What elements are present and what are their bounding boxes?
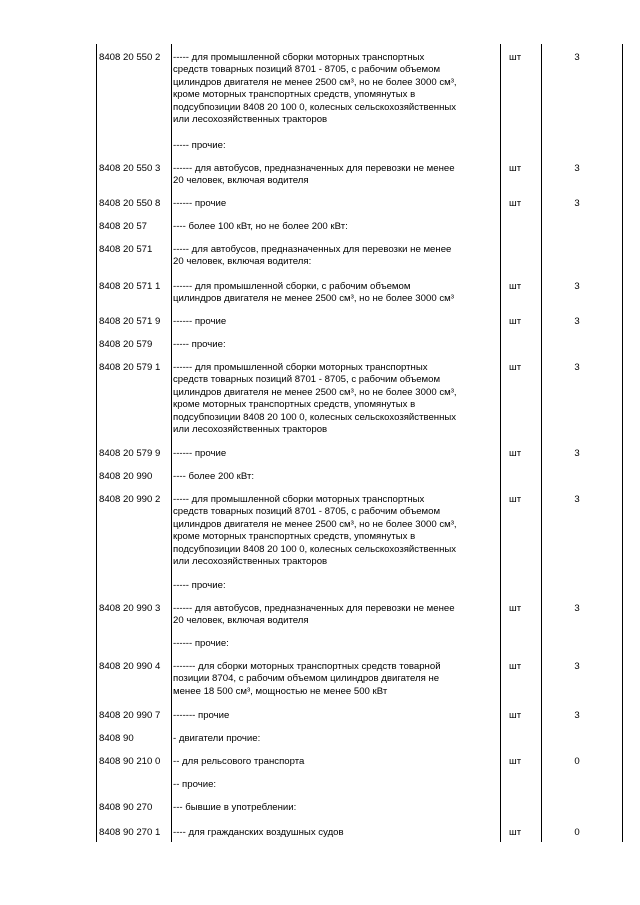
goods-description	[173, 827, 497, 839]
description-line: ---- для гражданских воздушных судов	[173, 827, 344, 838]
description-line: средств товарных позиций 8701 - 8705, с рабочим объемом	[173, 374, 441, 386]
duty-rate: 0	[574, 756, 580, 767]
goods-description	[173, 494, 497, 568]
description-line: ---- более 100 кВт, но не более 200 кВт:	[173, 221, 348, 232]
description-line: подсубпозиции 8408 20 100 0, колесных сельскохозяйственных	[173, 543, 457, 555]
duty-rate: 3	[574, 661, 580, 672]
description-line: или лесохозяйственных тракторов	[173, 424, 328, 436]
description-line: цилиндров двигателя не менее 2500 см³, но не более 3000 см³	[173, 293, 454, 305]
goods-description	[173, 316, 497, 328]
description-line: ------ прочие	[173, 198, 227, 209]
goods-description	[173, 471, 497, 483]
goods-description	[173, 756, 497, 768]
description-line: ------ для промышленной сборки, с рабочим объемом	[173, 281, 411, 292]
duty-rate: 0	[574, 827, 580, 838]
unit-of-measure: шт	[509, 198, 522, 209]
goods-description	[173, 580, 497, 592]
unit-of-measure: шт	[509, 494, 522, 505]
description-line: позиции 8704, с рабочим объемом цилиндров двигателя не	[173, 673, 440, 685]
duty-rate: 3	[574, 603, 580, 614]
description-line: ------ для автобусов, предназначенных для перевозки не менее	[173, 603, 455, 614]
description-line: кроме моторных транспортных средств, упомянутых в	[173, 89, 416, 101]
description-line: 20 человек, включая водителя	[173, 615, 309, 627]
goods-description	[173, 244, 497, 269]
description-line: ------ для автобусов, предназначенных для перевозки не менее	[173, 163, 455, 174]
duty-rate: 3	[574, 198, 580, 209]
description-line: кроме моторных транспортных средств, упомянутых в	[173, 399, 416, 411]
tariff-code: 8408 20 990 7	[99, 710, 161, 721]
goods-description	[173, 339, 497, 351]
goods-description	[173, 802, 497, 814]
unit-of-measure: шт	[509, 362, 522, 373]
tariff-code: 8408 20 990 3	[99, 603, 161, 614]
tariff-code: 8408 20 990	[99, 471, 153, 482]
duty-rate: 3	[574, 316, 580, 327]
goods-description	[173, 140, 497, 152]
description-line: 20 человек, включая водителя	[173, 175, 309, 187]
goods-description	[173, 198, 497, 210]
description-line: ----- для промышленной сборки моторных транспортных	[173, 494, 425, 505]
description-line: 20 человек, включая водителя:	[173, 256, 312, 268]
goods-description	[173, 362, 497, 436]
description-line: ------ прочие:	[173, 638, 229, 649]
description-line: ----- прочие:	[173, 580, 226, 591]
duty-rate: 3	[574, 448, 580, 459]
description-line: ----- прочие:	[173, 339, 226, 350]
tariff-code: 8408 20 571	[99, 244, 153, 255]
tariff-code: 8408 20 550 8	[99, 198, 161, 209]
goods-description	[173, 281, 497, 306]
table-border-right	[622, 44, 623, 842]
unit-of-measure: шт	[509, 448, 522, 459]
unit-of-measure: шт	[509, 756, 522, 767]
description-line: ------ прочие	[173, 448, 227, 459]
description-line: менее 18 500 см³, мощностью не менее 500 кВт	[173, 685, 388, 697]
unit-of-measure: шт	[509, 52, 522, 63]
description-line: или лесохозяйственных тракторов	[173, 556, 328, 568]
unit-of-measure: шт	[509, 710, 522, 721]
description-line: ------- для сборки моторных транспортных средств товарной	[173, 661, 441, 672]
goods-description	[173, 448, 497, 460]
tariff-code: 8408 20 550 3	[99, 163, 161, 174]
tariff-code: 8408 20 571 1	[99, 281, 161, 292]
column-divider-unit	[541, 44, 542, 842]
goods-description	[173, 52, 497, 126]
goods-description	[173, 603, 497, 628]
tariff-code: 8408 20 550 2	[99, 52, 161, 63]
goods-description	[173, 661, 497, 698]
description-line: средств товарных позиций 8701 - 8705, с рабочим объемом	[173, 64, 441, 76]
duty-rate: 3	[574, 494, 580, 505]
tariff-code: 8408 20 990 2	[99, 494, 161, 505]
duty-rate: 3	[574, 710, 580, 721]
unit-of-measure: шт	[509, 316, 522, 327]
unit-of-measure: шт	[509, 661, 522, 672]
description-line: цилиндров двигателя не менее 2500 см³, но не более 3000 см³,	[173, 76, 457, 88]
tariff-code: 8408 20 579	[99, 339, 153, 350]
tariff-code: 8408 20 579 9	[99, 448, 161, 459]
description-line: цилиндров двигателя не менее 2500 см³, но не более 3000 см³,	[173, 386, 457, 398]
column-divider-description	[500, 44, 501, 842]
duty-rate: 3	[574, 163, 580, 174]
tariff-code: 8408 20 571 9	[99, 316, 161, 327]
goods-description	[173, 221, 497, 233]
description-line: подсубпозиции 8408 20 100 0, колесных сельскохозяйственных	[173, 101, 457, 113]
description-line: цилиндров двигателя не менее 2500 см³, но не более 3000 см³,	[173, 518, 457, 530]
description-line: ------- прочие	[173, 710, 230, 721]
description-line: ------ для промышленной сборки моторных транспортных	[173, 362, 428, 373]
goods-description	[173, 163, 497, 188]
description-line: или лесохозяйственных тракторов	[173, 114, 328, 126]
description-line: - двигатели прочие:	[173, 733, 261, 744]
description-line: подсубпозиции 8408 20 100 0, колесных сельскохозяйственных	[173, 411, 457, 423]
tariff-code: 8408 20 579 1	[99, 362, 161, 373]
description-line: -- прочие:	[173, 779, 217, 790]
tariff-code: 8408 90 210 0	[99, 756, 161, 767]
unit-of-measure: шт	[509, 281, 522, 292]
goods-description	[173, 733, 497, 745]
description-line: --- бывшие в употреблении:	[173, 802, 297, 813]
goods-description	[173, 638, 497, 650]
column-divider-code	[171, 44, 172, 842]
duty-rate: 3	[574, 52, 580, 63]
description-line: ----- для промышленной сборки моторных транспортных	[173, 52, 425, 63]
goods-description	[173, 710, 497, 722]
duty-rate: 3	[574, 362, 580, 373]
tariff-code: 8408 90	[99, 733, 134, 744]
description-line: ---- более 200 кВт:	[173, 471, 255, 482]
tariff-code: 8408 90 270	[99, 802, 153, 813]
unit-of-measure: шт	[509, 827, 522, 838]
table-border-left	[96, 44, 97, 842]
description-line: ------ прочие	[173, 316, 227, 327]
description-line: -- для рельсового транспорта	[173, 756, 305, 767]
tariff-code: 8408 20 990 4	[99, 661, 161, 672]
description-line: кроме моторных транспортных средств, упомянутых в	[173, 531, 416, 543]
description-line: ----- прочие:	[173, 140, 226, 151]
tariff-code: 8408 20 57	[99, 221, 148, 232]
unit-of-measure: шт	[509, 603, 522, 614]
tariff-code: 8408 90 270 1	[99, 827, 161, 838]
duty-rate: 3	[574, 281, 580, 292]
goods-description	[173, 779, 497, 791]
description-line: средств товарных позиций 8701 - 8705, с рабочим объемом	[173, 506, 441, 518]
unit-of-measure: шт	[509, 163, 522, 174]
description-line: ----- для автобусов, предназначенных для перевозки не менее	[173, 244, 452, 255]
